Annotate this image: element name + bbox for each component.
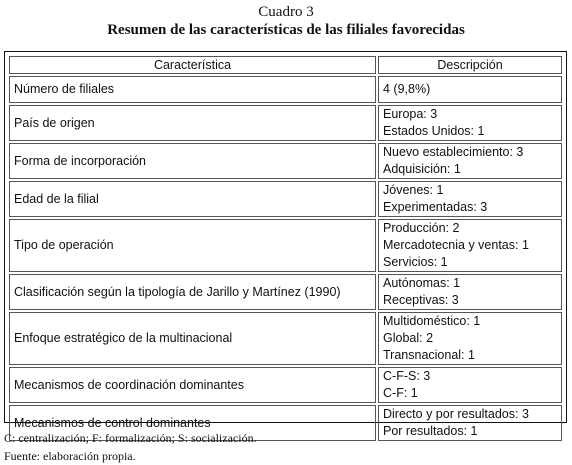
description-line: C-F: 1: [383, 386, 418, 400]
description-cell: [378, 181, 562, 217]
description-cell: [378, 143, 562, 179]
table-row: [9, 105, 562, 141]
description-line: C-F-S: 3: [383, 369, 431, 383]
description-line: Global: 2: [383, 331, 434, 345]
table-row: [9, 274, 562, 310]
table-row: [9, 181, 562, 217]
characteristic-cell: Enfoque estratégico de la multinacional: [9, 312, 376, 365]
summary-table: [7, 54, 564, 443]
description-line: Directo y por resultados: 3: [383, 407, 529, 421]
characteristic-cell: Clasificación según la tipología de Jarillo y Martínez (1990): [9, 274, 376, 310]
characteristic-cell: País de origen: [9, 105, 376, 141]
characteristic-cell: Tipo de operación: [9, 219, 376, 272]
table-row: [9, 219, 562, 272]
abbreviation-note: C: centralización; F: formalización; S: socialización.: [4, 431, 257, 445]
description-line: Servicios: 1: [383, 255, 448, 269]
description-line: Por resultados: 1: [383, 424, 478, 438]
characteristic-cell: Número de filiales: [9, 76, 376, 103]
characteristic-cell: Forma de incorporación: [9, 143, 376, 179]
characteristic-cell: Mecanismos de coordinación dominantes: [9, 367, 376, 403]
characteristic-cell: Mecanismos de control dominantes: [9, 405, 376, 441]
description-line: Adquisición: 1: [383, 162, 461, 176]
table-row: [9, 367, 562, 403]
table-row: [9, 143, 562, 179]
table-header-row: [9, 56, 562, 74]
description-cell: [378, 405, 562, 441]
description-cell: [378, 274, 562, 310]
description-line: Jóvenes: 1: [383, 183, 444, 197]
description-line: Multidoméstico: 1: [383, 314, 481, 328]
table-row: [9, 312, 562, 365]
description-cell: [378, 367, 562, 403]
description-line: Mercadotecnia y ventas: 1: [383, 238, 529, 252]
description-line: Transnacional: 1: [383, 348, 475, 362]
table-caption-title: Resumen de las características de las filiales favorecidas: [107, 22, 465, 38]
description-line: Autónomas: 1: [383, 276, 461, 290]
description-line: 4 (9,8%): [383, 82, 431, 96]
description-line: Experimentadas: 3: [383, 200, 488, 214]
characteristic-cell: Edad de la filial: [9, 181, 376, 217]
description-line: Estados Unidos: 1: [383, 124, 485, 138]
table-caption-label: Cuadro 3: [258, 4, 314, 20]
description-cell: [378, 312, 562, 365]
description-line: Europa: 3: [383, 107, 438, 121]
description-cell: [378, 76, 562, 103]
table-body: [9, 76, 562, 441]
description-line: Receptivas: 3: [383, 293, 459, 307]
description-line: Producción: 2: [383, 221, 460, 235]
description-cell: [378, 105, 562, 141]
header-characteristic: Característica: [9, 56, 376, 74]
table-row: [9, 76, 562, 103]
source-note: Fuente: elaboración propia.: [4, 449, 136, 463]
header-description: Descripción: [378, 56, 562, 74]
description-line: Nuevo establecimiento: 3: [383, 145, 524, 159]
description-cell: [378, 219, 562, 272]
